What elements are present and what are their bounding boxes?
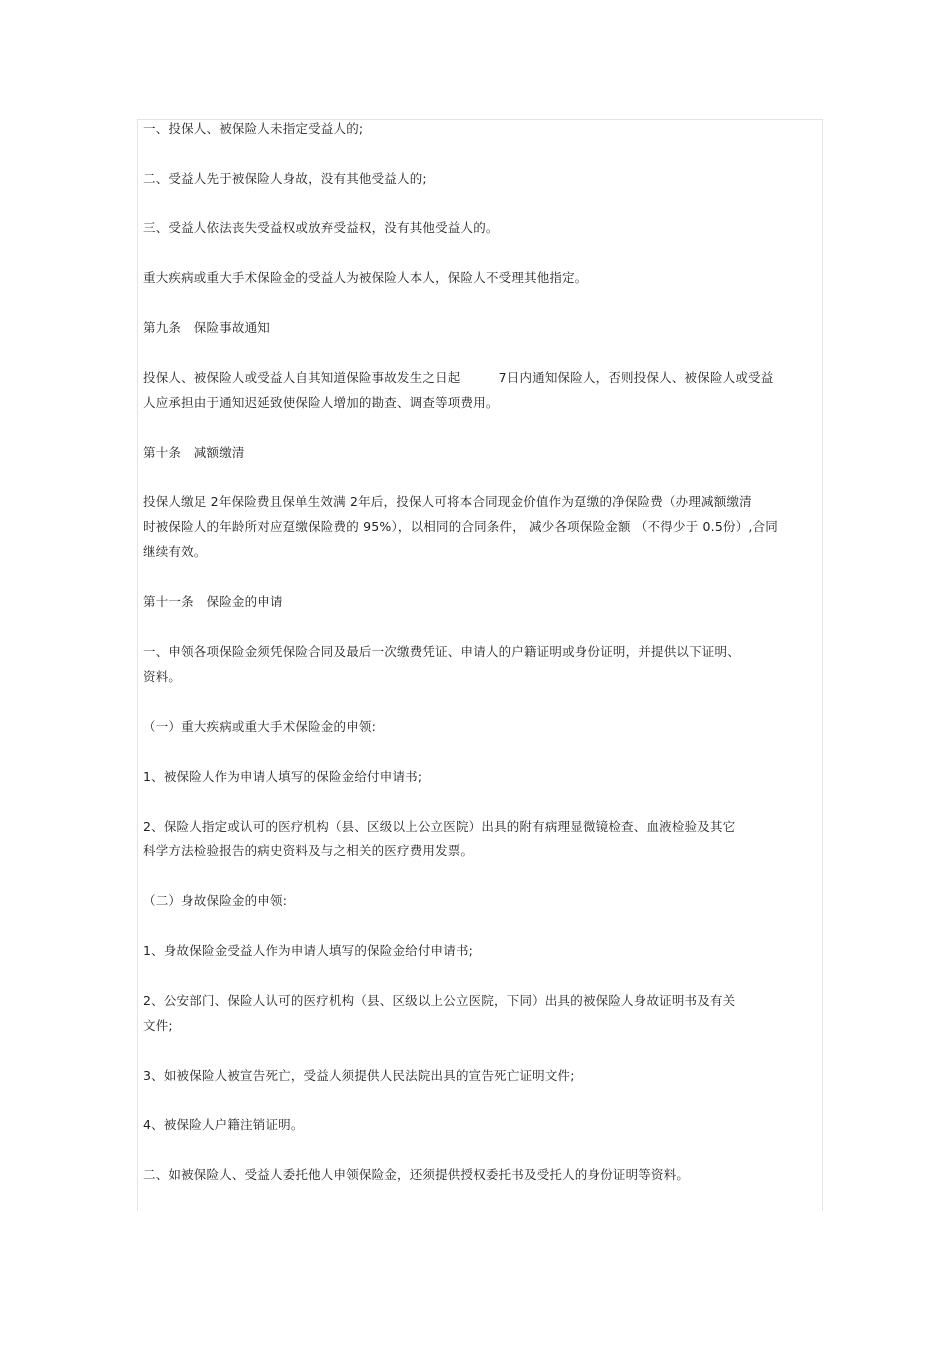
article-heading: 第十一条 保险金的申请 [143,594,283,609]
text-line: 2、保险人指定或认可的医疗机构（县、区级以上公立医院）出具的附有病理显微镜检查、血液检验及其它 [143,819,736,834]
text-line: 一、申领各项保险金须凭保险合同及最后一次缴费凭证、申请人的户籍证明或身份证明，并提供以下证明、 [143,644,740,659]
text-line: 资料。 [143,669,182,684]
text-line: 投保人缴足 2年保险费且保单生效满 2年后，投保人可将本合同现金价值作为趸缴的净保险费（办理减额缴清 [143,494,752,509]
text-line: 1、身故保险金受益人作为申请人填写的保险金给付申请书; [143,943,474,958]
sub-heading: （一）重大疾病或重大手术保险金的申领: [143,719,377,734]
text-line: 二、受益人先于被保险人身故，没有其他受益人的; [143,171,427,186]
text-line: 三、受益人依法丧失受益权或放弃受益权，没有其他受益人的。 [143,220,499,235]
text-line: 2、公安部门、保险人认可的医疗机构（县、区级以上公立医院，下同）出具的被保险人身故证明书及有关 [143,993,736,1008]
article-heading: 第十条 减额缴清 [143,445,245,460]
text-line: 4、被保险人户籍注销证明。 [143,1117,304,1132]
text-line: 文件; [143,1018,173,1033]
text-line: 3、如被保险人被宣告死亡，受益人须提供人民法院出具的宣告死亡证明文件; [143,1068,575,1083]
text-line: 继续有效。 [143,544,207,559]
text-line: 重大疾病或重大手术保险金的受益人为被保险人本人，保险人不受理其他指定。 [143,270,588,285]
text-line: 科学方法检验报告的病史资料及与之相关的医疗费用发票。 [143,843,474,858]
text-line: 投保人、被保险人或受益人自其知道保险事故发生之日起 7日内通知保险人，否则投保人、被保险人或受益 [143,370,774,385]
text-line: 时被保险人的年龄所对应趸缴保险费的 95%），以相同的合同条件， 减少各项保险金额 （不得少于 0.5份）,合同 [143,519,778,534]
text-line: 人应承担由于通知迟延致使保险人增加的勘查、调查等项费用。 [143,395,499,410]
text-line: 1、被保险人作为申请人填写的保险金给付申请书; [143,769,423,784]
sub-heading: （二）身故保险金的申领: [143,893,288,908]
text-line: 二、如被保险人、受益人委托他人申领保险金，还须提供授权委托书及受托人的身份证明等资料。 [143,1167,690,1182]
article-heading: 第九条 保险事故通知 [143,320,271,335]
text-line: 一、投保人、被保险人未指定受益人的; [143,121,364,136]
